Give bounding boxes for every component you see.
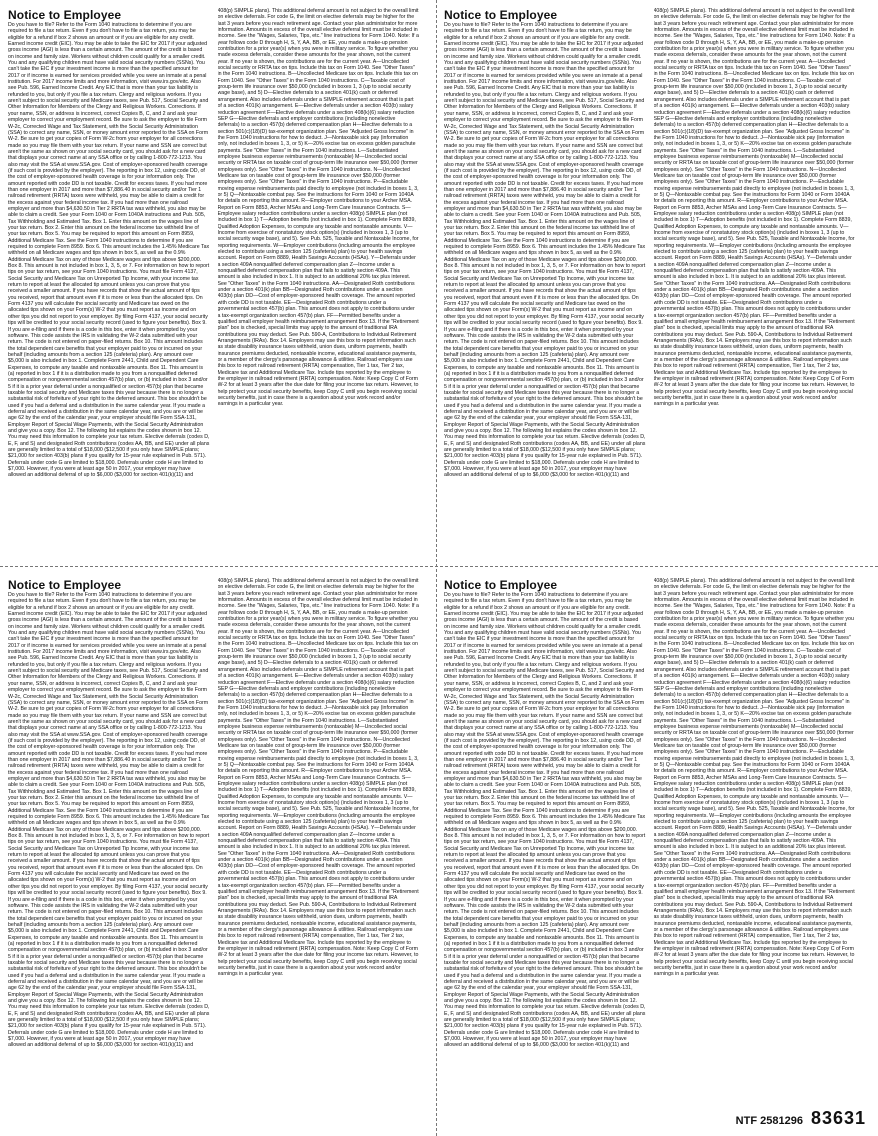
notice-body-left: Do you have to file? Refer to the Form 1040 instructions to determine if you are required to file a tax return. Even if you don't have to file a tax return, you may be eligible for a refund if box 2 shows an amount or if you are eligible for any credit. Earned income credit (EIC). You may be able to take the EIC for 2017 if your adjusted gross income (AGI) is less than a certain amount. The amount of the credit is based on income and family size. Workers without children could qualify for a smaller credit. You and any qualifying children must have valid social security numbers (SSNs). You can't take the EIC if your investment income is more than the specified amount for 2017 or if income is earned for services provided while you were an inmate at a penal institution. For 2017 income limits and more information, visit www.irs.gov/eitc. Also see Pub. 596, Earned Income Credit. Any EIC that is more than your tax liability is refunded to you, but only if you file a tax return. Clergy and religious workers. If you aren't subject to social security and Medicare taxes, see Pub. 517, Social Security and Other Information for Members of the Clergy and Religious Workers. Corrections. If your name, SSN, or address is incorrect, correct Copies B, C, and 2 and ask your employer to correct your employment record. Be sure to ask the employer to file Form W-2c, Corrected Wage and Tax Statement, with the Social Security Administration (SSA) to correct any name, SSN, or money amount error reported to the SSA on Form W-2. Be sure to get your copies of Form W-2c from your employer for all corrections made so you may file them with your tax return. If your name and SSN are correct but aren't the same as shown on your social security card, you should ask for a new card that displays your correct name at any SSA office or by calling 1-800-772-1213. You also may visit the SSA at www.SSA.gov. Cost of employer-sponsored health coverage (if such cost is provided by the employer). The reporting in box 12, using code DD, of the cost of employer-sponsored health coverage is for your information only. The amount reported with code DD is not taxable. Credit for excess taxes. If you had more than one employer in 2017 and more than $7,886.40 in social security and/or Tier 1 railroad retirement (RRTA) taxes were withheld, you may be able to claim a credit for the excess against your federal income tax. If you had more than one railroad employer and more than $4,630.50 in Tier 2 RRTA tax was withheld, you also may be able to claim a credit. See your Form 1040 or Form 1040A instructions and Pub. 505, Tax Withholding and Estimated Tax. Box 1. Enter this amount on the wages line of your tax return. Box 2. Enter this amount on the federal income tax withheld line of your tax return. Box 5. You may be required to report this amount on Form 8959, Additional Medicare Tax. See the Form 1040 instructions to determine if you are required to complete Form 8959. Box 6. This amount includes the 1.45% Medicare Tax withheld on all Medicare wages and tips shown in box 5, as well as the 0.9% Additional Medicare Tax on any of those Medicare wages and tips above $200,000. Box 8. This amount is not included in box 1, 3, 5, or 7. For information on how to report tips on your tax return, see your Form 1040 instructions. You must file Form 4137, Social Security and Medicare Tax on Unreported Tip Income, with your income tax return to report at least the allocated tip amount unless you can prove that you received a smaller amount. If you have records that show the actual amount of tips you received, report that amount even if it is more or less than the allocated tips. On Form 4137 you will calculate the social security and Medicare tax owed on the allocated tips shown on your Form(s) W-2 that you must report as income and on other tips you did not report to your employer. By filing Form 4137, your social security tips will be credited to your social security record (used to figure your benefits). Box 9. If you are e-filing and if there is a code in this box, enter it when prompted by your software. This code assists the IRS in validating the W-2 data submitted with your return. The code is not entered on paper-filed returns. Box 10. This amount includes the total dependent care benefits that your employer paid to you or incurred on your behalf (including amounts from a section 125 (cafeteria) plan). Any amount over $5,000 is also included in box 1. Complete Form 2441, Child and Dependent Care Expenses, to compute any taxable and nontaxable amounts. Box 11. This amount is (a) reported in box 1 if it is a distribution made to you from a nonqualified deferred compensation or nongovernmental section 457(b) plan, or (b) included in box 3 and/or 5 if it is a prior year deferral under a nonqualified or section 457(b) plan that became taxable for social security and Medicare taxes this year because there is no longer a substantial risk of forfeiture of your right to the deferred amount. This box shouldn't be used if you had a deferral and a distribution in the same calendar year. If you made a deferral and received a distribution in the same calendar year, and you are or will be age 62 by the end of the calendar year, your employer should file Form SSA-131, Employer Report of Special Wage Payments, with the Social Security Administration and give you a copy. Box 12. The following list explains the codes shown in box 12. You may need this information to complete your tax return. Elective deferrals (codes D, E, F, and S) and designated Roth contributions (codes AA, BB, and EE) under all plans are generally limited to a total of $18,000 ($12,500 if you only have SIMPLE plans; $21,000 for section 403(b) plans if you qualify for 15-year rule explained in Pub. 571). Deferrals under code G are limited to $18,000. Deferrals under code H are limited to $7,000. However, if you were at least age 50 in 2017, your employer may have allowed an additional deferral of up to $6,000 ($3,000 for section 401(k)(11) and [8, 22, 210, 479]
notice-body-left: Do you have to file? Refer to the Form 1040 instructions to determine if you are required to file a tax return. Even if you don't have to file a tax return, you may be eligible for a refund if box 2 shows an amount or if you are eligible for any credit. Earned income credit (EIC). You may be able to take the EIC for 2017 if your adjusted gross income (AGI) is less than a certain amount. The amount of the credit is based on income and family size. Workers without children could qualify for a smaller credit. You and any qualifying children must have valid social security numbers (SSNs). You can't take the EIC if your investment income is more than the specified amount for 2017 or if income is earned for services provided while you were an inmate at a penal institution. For 2017 income limits and more information, visit www.irs.gov/eitc. Also see Pub. 596, Earned Income Credit. Any EIC that is more than your tax liability is refunded to you, but only if you file a tax return. Clergy and religious workers. If you aren't subject to social security and Medicare taxes, see Pub. 517, Social Security and Other Information for Members of the Clergy and Religious Workers. Corrections. If your name, SSN, or address is incorrect, correct Copies B, C, and 2 and ask your employer to correct your employment record. Be sure to ask the employer to file Form W-2c, Corrected Wage and Tax Statement, with the Social Security Administration (SSA) to correct any name, SSN, or money amount error reported to the SSA on Form W-2. Be sure to get your copies of Form W-2c from your employer for all corrections made so you may file them with your tax return. If your name and SSN are correct but aren't the same as shown on your social security card, you should ask for a new card that displays your correct name at any SSA office or by calling 1-800-772-1213. You also may visit the SSA at www.SSA.gov. Cost of employer-sponsored health coverage (if such cost is provided by the employer). The reporting in box 12, using code DD, of the cost of employer-sponsored health coverage is for your information only. The amount reported with code DD is not taxable. Credit for excess taxes. If you had more than one employer in 2017 and more than $7,886.40 in social security and/or Tier 1 railroad retirement (RRTA) taxes were withheld, you may be able to claim a credit for the excess against your federal income tax. If you had more than one railroad employer and more than $4,630.50 in Tier 2 RRTA tax was withheld, you also may be able to claim a credit. See your Form 1040 or Form 1040A instructions and Pub. 505, Tax Withholding and Estimated Tax. Box 1. Enter this amount on the wages line of your tax return. Box 2. Enter this amount on the federal income tax withheld line of your tax return. Box 5. You may be required to report this amount on Form 8959, Additional Medicare Tax. See the Form 1040 instructions to determine if you are required to complete Form 8959. Box 6. This amount includes the 1.45% Medicare Tax withheld on all Medicare wages and tips shown in box 5, as well as the 0.9% Additional Medicare Tax on any of those Medicare wages and tips above $200,000. Box 8. This amount is not included in box 1, 3, 5, or 7. For information on how to report tips on your tax return, see your Form 1040 instructions. You must file Form 4137, Social Security and Medicare Tax on Unreported Tip Income, with your income tax return to report at least the allocated tip amount unless you can prove that you received a smaller amount. If you have records that show the actual amount of tips you received, report that amount even if it is more or less than the allocated tips. On Form 4137 you will calculate the social security and Medicare tax owed on the allocated tips shown on your Form(s) W-2 that you must report as income and on other tips you did not report to your employer. By filing Form 4137, your social security tips will be credited to your social security record (used to figure your benefits). Box 9. If you are e-filing and if there is a code in this box, enter it when prompted by your software. This code assists the IRS in validating the W-2 data submitted with your return. The code is not entered on paper-filed returns. Box 10. This amount includes the total dependent care benefits that your employer paid to you or incurred on your behalf (including amounts from a section 125 (cafeteria) plan). Any amount over $5,000 is also included in box 1. Complete Form 2441, Child and Dependent Care Expenses, to compute any taxable and nontaxable amounts. Box 11. This amount is (a) reported in box 1 if it is a distribution made to you from a nonqualified deferred compensation or nongovernmental section 457(b) plan, or (b) included in box 3 and/or 5 if it is a prior year deferral under a nonqualified or section 457(b) plan that became taxable for social security and Medicare taxes this year because there is no longer a substantial risk of forfeiture of your right to the deferred amount. This box shouldn't be used if you had a deferral and a distribution in the same calendar year. If you made a deferral and received a distribution in the same calendar year, and you are or will be age 62 by the end of the calendar year, your employer should file Form SSA-131, Employer Report of Special Wage Payments, with the Social Security Administration and give you a copy. Box 12. The following list explains the codes shown in box 12. You may need this information to complete your tax return. Elective deferrals (codes D, E, F, and S) and designated Roth contributions (codes AA, BB, and EE) under all plans are generally limited to a total of $18,000 ($12,500 if you only have SIMPLE plans; $21,000 for section 403(b) plans if you qualify for 15-year rule explained in Pub. 571). Deferrals under code G are limited to $18,000. Deferrals under code H are limited to $7,000. However, if you were at least age 50 in 2017, your employer may have allowed an additional deferral of up to $6,000 ($3,000 for section 401(k)(11) and [444, 592, 646, 1049]
notice-column-left [8, 578, 210, 1115]
notice-body-right: 408(p) SIMPLE plans). This additional deferral amount is not subject to the overall limit on elective deferrals. For code G, the limit on elective deferrals may be higher for the last 3 years before you reach retirement age. Contact your plan administrator for more information. Amounts in excess of the overall elective deferral limit must be included in income. See the "Wages, Salaries, Tips, etc." line instructions for Form 1040. Note: If a year follows code D through H, S, Y, AA, BB, or EE, you made a make-up pension contribution for a prior year(s) when you were in military service. To figure whether you made excess deferrals, consider these amounts for the year shown, not the current year. If no year is shown, the contributions are for the current year. A—Uncollected social security or RRTA tax on tips. Include this tax on Form 1040. See "Other Taxes" in the Form 1040 instructions. B—Uncollected Medicare tax on tips. Include this tax on Form 1040. See "Other Taxes" in the Form 1040 instructions. C—Taxable cost of group-term life insurance over $50,000 (included in boxes 1, 3 (up to social security wage base), and 5) D—Elective deferrals to a section 401(k) cash or deferred arrangement. Also includes deferrals under a SIMPLE retirement account that is part of a section 401(k) arrangement. E—Elective deferrals under a section 403(b) salary reduction agreement F—Elective deferrals under a section 408(k)(6) salary reduction SEP G—Elective deferrals and employer contributions (including nonelective deferrals) to a section 457(b) deferred compensation plan H—Elective deferrals to a section 501(c)(18)(D) tax-exempt organization plan. See "Adjusted Gross Income" in the Form 1040 instructions for how to deduct. J—Nontaxable sick pay (information only, not included in boxes 1, 3, or 5) K—20% excise tax on excess golden parachute payments. See "Other Taxes" in the Form 1040 instructions. L—Substantiated employee business expense reimbursements (nontaxable) M—Uncollected social security or RRTA tax on taxable cost of group-term life insurance over $50,000 (former employees only). See "Other Taxes" in the Form 1040 instructions. N—Uncollected Medicare tax on taxable cost of group-term life insurance over $50,000 (former employees only). See "Other Taxes" in the Form 1040 instructions. P—Excludable moving expense reimbursements paid directly to employee (not included in boxes 1, 3, or 5) Q—Nontaxable combat pay. See the instructions for Form 1040 or Form 1040A for details on reporting this amount. R—Employer contributions to your Archer MSA. Report on Form 8853, Archer MSAs and Long-Term Care Insurance Contracts. S—Employee salary reduction contributions under a section 408(p) SIMPLE plan (not included in box 1) T—Adoption benefits (not included in box 1). Complete Form 8839, Qualified Adoption Expenses, to compute any taxable and nontaxable amounts. V—Income from exercise of nonstatutory stock option(s) (included in boxes 1, 3 (up to social security wage base), and 5). See Pub. 525, Taxable and Nontaxable Income, for reporting requirements. W—Employer contributions (including amounts the employee elected to contribute using a section 125 (cafeteria) plan) to your health savings account. Report on Form 8889, Health Savings Accounts (HSAs). Y—Deferrals under a section 409A nonqualified deferred compensation plan Z—Income under a nonqualified deferred compensation plan that fails to satisfy section 409A. This amount is also included in box 1. It is subject to an additional 20% tax plus interest. See "Other Taxes" in the Form 1040 instructions. AA—Designated Roth contributions under a section 401(k) plan BB—Designated Roth contributions under a section 403(b) plan DD—Cost of employer-sponsored health coverage. The amount reported with code DD is not taxable. EE—Designated Roth contributions under a governmental section 457(b) plan. This amount does not apply to contributions under a tax-exempt organization section 457(b) plan. FF—Permitted benefits under a qualified small employer health reimbursement arrangement Box 13. If the "Retirement plan" box is checked, special limits may apply to the amount of traditional IRA contributions you may deduct. See Pub. 590-A, Contributions to Individual Retirement Arrangements (IRAs). Box 14. Employers may use this box to report information such as state disability insurance taxes withheld, union dues, uniform payments, health insurance premiums deducted, nontaxable income, educational assistance payments, or a member of the clergy's parsonage allowance & utilities. Railroad employers use this box to report railroad retirement (RRTA) compensation, Tier 1 tax, Tier 2 tax, Medicare tax and Additional Medicare Tax. Include tips reported by the employee to the employer in railroad retirement (RRTA) compensation. Note: Keep Copy C of Form W-2 for at least 3 years after the due date for filing your income tax return. However, to help protect your social security benefits, keep Copy C until you begin receiving social security benefits, just in case there is a question about your work record and/or earnings in a particular year. [217, 578, 419, 978]
notice-column-left [444, 578, 646, 1115]
notice-title: Notice to Employee [444, 578, 558, 592]
notice-body-left: Do you have to file? Refer to the Form 1040 instructions to determine if you are required to file a tax return. Even if you don't have to file a tax return, you may be eligible for a refund if box 2 shows an amount or if you are eligible for any credit. Earned income credit (EIC). You may be able to take the EIC for 2017 if your adjusted gross income (AGI) is less than a certain amount. The amount of the credit is based on income and family size. Workers without children could qualify for a smaller credit. You and any qualifying children must have valid social security numbers (SSNs). You can't take the EIC if your investment income is more than the specified amount for 2017 or if income is earned for services provided while you were an inmate at a penal institution. For 2017 income limits and more information, visit www.irs.gov/eitc. Also see Pub. 596, Earned Income Credit. Any EIC that is more than your tax liability is refunded to you, but only if you file a tax return. Clergy and religious workers. If you aren't subject to social security and Medicare taxes, see Pub. 517, Social Security and Other Information for Members of the Clergy and Religious Workers. Corrections. If your name, SSN, or address is incorrect, correct Copies B, C, and 2 and ask your employer to correct your employment record. Be sure to ask the employer to file Form W-2c, Corrected Wage and Tax Statement, with the Social Security Administration (SSA) to correct any name, SSN, or money amount error reported to the SSA on Form W-2. Be sure to get your copies of Form W-2c from your employer for all corrections made so you may file them with your tax return. If your name and SSN are correct but aren't the same as shown on your social security card, you should ask for a new card that displays your correct name at any SSA office or by calling 1-800-772-1213. You also may visit the SSA at www.SSA.gov. Cost of employer-sponsored health coverage (if such cost is provided by the employer). The reporting in box 12, using code DD, of the cost of employer-sponsored health coverage is for your information only. The amount reported with code DD is not taxable. Credit for excess taxes. If you had more than one employer in 2017 and more than $7,886.40 in social security and/or Tier 1 railroad retirement (RRTA) taxes were withheld, you may be able to claim a credit for the excess against your federal income tax. If you had more than one railroad employer and more than $4,630.50 in Tier 2 RRTA tax was withheld, you also may be able to claim a credit. See your Form 1040 or Form 1040A instructions and Pub. 505, Tax Withholding and Estimated Tax. Box 1. Enter this amount on the wages line of your tax return. Box 2. Enter this amount on the federal income tax withheld line of your tax return. Box 5. You may be required to report this amount on Form 8959, Additional Medicare Tax. See the Form 1040 instructions to determine if you are required to complete Form 8959. Box 6. This amount includes the 1.45% Medicare Tax withheld on all Medicare wages and tips shown in box 5, as well as the 0.9% Additional Medicare Tax on any of those Medicare wages and tips above $200,000. Box 8. This amount is not included in box 1, 3, 5, or 7. For information on how to report tips on your tax return, see your Form 1040 instructions. You must file Form 4137, Social Security and Medicare Tax on Unreported Tip Income, with your income tax return to report at least the allocated tip amount unless you can prove that you received a smaller amount. If you have records that show the actual amount of tips you received, report that amount even if it is more or less than the allocated tips. On Form 4137 you will calculate the social security and Medicare tax owed on the allocated tips shown on your Form(s) W-2 that you must report as income and on other tips you did not report to your employer. By filing Form 4137, your social security tips will be credited to your social security record (used to figure your benefits). Box 9. If you are e-filing and if there is a code in this box, enter it when prompted by your software. This code assists the IRS in validating the W-2 data submitted with your return. The code is not entered on paper-filed returns. Box 10. This amount includes the total dependent care benefits that your employer paid to you or incurred on your behalf (including amounts from a section 125 (cafeteria) plan). Any amount over $5,000 is also included in box 1. Complete Form 2441, Child and Dependent Care Expenses, to compute any taxable and nontaxable amounts. Box 11. This amount is (a) reported in box 1 if it is a distribution made to you from a nonqualified deferred compensation or nongovernmental section 457(b) plan, or (b) included in box 3 and/or 5 if it is a prior year deferral under a nonqualified or section 457(b) plan that became taxable for social security and Medicare taxes this year because there is no longer a substantial risk of forfeiture of your right to the deferred amount. This box shouldn't be used if you had a deferral and a distribution in the same calendar year. If you made a deferral and received a distribution in the same calendar year, and you are or will be age 62 by the end of the calendar year, your employer should file Form SSA-131, Employer Report of Special Wage Payments, with the Social Security Administration and give you a copy. Box 12. The following list explains the codes shown in box 12. You may need this information to complete your tax return. Elective deferrals (codes D, E, F, and S) and designated Roth contributions (codes AA, BB, and EE) under all plans are generally limited to a total of $18,000 ($12,500 if you only have SIMPLE plans; $21,000 for section 403(b) plans if you qualify for 15-year rule explained in Pub. 571). Deferrals under code G are limited to $18,000. Deferrals under code H are limited to $7,000. However, if you were at least age 50 in 2017, your employer may have allowed an additional deferral of up to $6,000 ($3,000 for section 401(k)(11) and [8, 592, 210, 1049]
notice-column-left [8, 8, 210, 545]
notice-body-right: 408(p) SIMPLE plans). This additional deferral amount is not subject to the overall limit on elective deferrals. For code G, the limit on elective deferrals may be higher for the last 3 years before you reach retirement age. Contact your plan administrator for more information. Amounts in excess of the overall elective deferral limit must be included in income. See the "Wages, Salaries, Tips, etc." line instructions for Form 1040. Note: If a year follows code D through H, S, Y, AA, BB, or EE, you made a make-up pension contribution for a prior year(s) when you were in military service. To figure whether you made excess deferrals, consider these amounts for the year shown, not the current year. If no year is shown, the contributions are for the current year. A—Uncollected social security or RRTA tax on tips. Include this tax on Form 1040. See "Other Taxes" in the Form 1040 instructions. B—Uncollected Medicare tax on tips. Include this tax on Form 1040. See "Other Taxes" in the Form 1040 instructions. C—Taxable cost of group-term life insurance over $50,000 (included in boxes 1, 3 (up to social security wage base), and 5) D—Elective deferrals to a section 401(k) cash or deferred arrangement. Also includes deferrals under a SIMPLE retirement account that is part of a section 401(k) arrangement. E—Elective deferrals under a section 403(b) salary reduction agreement F—Elective deferrals under a section 408(k)(6) salary reduction SEP G—Elective deferrals and employer contributions (including nonelective deferrals) to a section 457(b) deferred compensation plan H—Elective deferrals to a section 501(c)(18)(D) tax-exempt organization plan. See "Adjusted Gross Income" in the Form 1040 instructions for how to deduct. J—Nontaxable sick pay (information only, not included in boxes 1, 3, or 5) K—20% excise tax on excess golden parachute payments. See "Other Taxes" in the Form 1040 instructions. L—Substantiated employee business expense reimbursements (nontaxable) M—Uncollected social security or RRTA tax on taxable cost of group-term life insurance over $50,000 (former employees only). See "Other Taxes" in the Form 1040 instructions. N—Uncollected Medicare tax on taxable cost of group-term life insurance over $50,000 (former employees only). See "Other Taxes" in the Form 1040 instructions. P—Excludable moving expense reimbursements paid directly to employee (not included in boxes 1, 3, or 5) Q—Nontaxable combat pay. See the instructions for Form 1040 or Form 1040A for details on reporting this amount. R—Employer contributions to your Archer MSA. Report on Form 8853, Archer MSAs and Long-Term Care Insurance Contracts. S—Employee salary reduction contributions under a section 408(p) SIMPLE plan (not included in box 1) T—Adoption benefits (not included in box 1). Complete Form 8839, Qualified Adoption Expenses, to compute any taxable and nontaxable amounts. V—Income from exercise of nonstatutory stock option(s) (included in boxes 1, 3 (up to social security wage base), and 5). See Pub. 525, Taxable and Nontaxable Income, for reporting requirements. W—Employer contributions (including amounts the employee elected to contribute using a section 125 (cafeteria) plan) to your health savings account. Report on Form 8889, Health Savings Accounts (HSAs). Y—Deferrals under a section 409A nonqualified deferred compensation plan Z—Income under a nonqualified deferred compensation plan that fails to satisfy section 409A. This amount is also included in box 1. It is subject to an additional 20% tax plus interest. See "Other Taxes" in the Form 1040 instructions. AA—Designated Roth contributions under a section 401(k) plan BB—Designated Roth contributions under a section 403(b) plan DD—Cost of employer-sponsored health coverage. The amount reported with code DD is not taxable. EE—Designated Roth contributions under a governmental section 457(b) plan. This amount does not apply to contributions under a tax-exempt organization section 457(b) plan. FF—Permitted benefits under a qualified small employer health reimbursement arrangement Box 13. If the "Retirement plan" box is checked, special limits may apply to the amount of traditional IRA contributions you may deduct. See Pub. 590-A, Contributions to Individual Retirement Arrangements (IRAs). Box 14. Employers may use this box to report information such as state disability insurance taxes withheld, union dues, uniform payments, health insurance premiums deducted, nontaxable income, educational assistance payments, or a member of the clergy's parsonage allowance & utilities. Railroad employers use this box to report railroad retirement (RRTA) compensation, Tier 1 tax, Tier 2 tax, Medicare tax and Additional Medicare Tax. Include tips reported by the employee to the employer in railroad retirement (RRTA) compensation. Note: Keep Copy C of Form W-2 for at least 3 years after the due date for filing your income tax return. However, to help protect your social security benefits, keep Copy C until you begin receiving social security benefits, just in case there is a question about your work record and/or earnings in a particular year. [653, 578, 855, 978]
notice-column-right [218, 578, 420, 1115]
notice-column-left [444, 8, 646, 545]
form-footer [736, 1108, 866, 1129]
notice-body-left: Do you have to file? Refer to the Form 1040 instructions to determine if you are required to file a tax return. Even if you don't have to file a tax return, you may be eligible for a refund if box 2 shows an amount or if you are eligible for any credit. Earned income credit (EIC). You may be able to take the EIC for 2017 if your adjusted gross income (AGI) is less than a certain amount. The amount of the credit is based on income and family size. Workers without children could qualify for a smaller credit. You and any qualifying children must have valid social security numbers (SSNs). You can't take the EIC if your investment income is more than the specified amount for 2017 or if income is earned for services provided while you were an inmate at a penal institution. For 2017 income limits and more information, visit www.irs.gov/eitc. Also see Pub. 596, Earned Income Credit. Any EIC that is more than your tax liability is refunded to you, but only if you file a tax return. Clergy and religious workers. If you aren't subject to social security and Medicare taxes, see Pub. 517, Social Security and Other Information for Members of the Clergy and Religious Workers. Corrections. If your name, SSN, or address is incorrect, correct Copies B, C, and 2 and ask your employer to correct your employment record. Be sure to ask the employer to file Form W-2c, Corrected Wage and Tax Statement, with the Social Security Administration (SSA) to correct any name, SSN, or money amount error reported to the SSA on Form W-2. Be sure to get your copies of Form W-2c from your employer for all corrections made so you may file them with your tax return. If your name and SSN are correct but aren't the same as shown on your social security card, you should ask for a new card that displays your correct name at any SSA office or by calling 1-800-772-1213. You also may visit the SSA at www.SSA.gov. Cost of employer-sponsored health coverage (if such cost is provided by the employer). The reporting in box 12, using code DD, of the cost of employer-sponsored health coverage is for your information only. The amount reported with code DD is not taxable. Credit for excess taxes. If you had more than one employer in 2017 and more than $7,886.40 in social security and/or Tier 1 railroad retirement (RRTA) taxes were withheld, you may be able to claim a credit for the excess against your federal income tax. If you had more than one railroad employer and more than $4,630.50 in Tier 2 RRTA tax was withheld, you also may be able to claim a credit. See your Form 1040 or Form 1040A instructions and Pub. 505, Tax Withholding and Estimated Tax. Box 1. Enter this amount on the wages line of your tax return. Box 2. Enter this amount on the federal income tax withheld line of your tax return. Box 5. You may be required to report this amount on Form 8959, Additional Medicare Tax. See the Form 1040 instructions to determine if you are required to complete Form 8959. Box 6. This amount includes the 1.45% Medicare Tax withheld on all Medicare wages and tips shown in box 5, as well as the 0.9% Additional Medicare Tax on any of those Medicare wages and tips above $200,000. Box 8. This amount is not included in box 1, 3, 5, or 7. For information on how to report tips on your tax return, see your Form 1040 instructions. You must file Form 4137, Social Security and Medicare Tax on Unreported Tip Income, with your income tax return to report at least the allocated tip amount unless you can prove that you received a smaller amount. If you have records that show the actual amount of tips you received, report that amount even if it is more or less than the allocated tips. On Form 4137 you will calculate the social security and Medicare tax owed on the allocated tips shown on your Form(s) W-2 that you must report as income and on other tips you did not report to your employer. By filing Form 4137, your social security tips will be credited to your social security record (used to figure your benefits). Box 9. If you are e-filing and if there is a code in this box, enter it when prompted by your software. This code assists the IRS in validating the W-2 data submitted with your return. The code is not entered on paper-filed returns. Box 10. This amount includes the total dependent care benefits that your employer paid to you or incurred on your behalf (including amounts from a section 125 (cafeteria) plan). Any amount over $5,000 is also included in box 1. Complete Form 2441, Child and Dependent Care Expenses, to compute any taxable and nontaxable amounts. Box 11. This amount is (a) reported in box 1 if it is a distribution made to you from a nonqualified deferred compensation or nongovernmental section 457(b) plan, or (b) included in box 3 and/or 5 if it is a prior year deferral under a nonqualified or section 457(b) plan that became taxable for social security and Medicare taxes this year because there is no longer a substantial risk of forfeiture of your right to the deferred amount. This box shouldn't be used if you had a deferral and a distribution in the same calendar year. If you made a deferral and received a distribution in the same calendar year, and you are or will be age 62 by the end of the calendar year, your employer should file Form SSA-131, Employer Report of Special Wage Payments, with the Social Security Administration and give you a copy. Box 12. The following list explains the codes shown in box 12. You may need this information to complete your tax return. Elective deferrals (codes D, E, F, and S) and designated Roth contributions (codes AA, BB, and EE) under all plans are generally limited to a total of $18,000 ($12,500 if you only have SIMPLE plans; $21,000 for section 403(b) plans if you qualify for 15-year rule explained in Pub. 571). Deferrals under code G are limited to $18,000. Deferrals under code H are limited to $7,000. However, if you were at least age 50 in 2017, your employer may have allowed an additional deferral of up to $6,000 ($3,000 for section 401(k)(11) and [444, 22, 646, 479]
vertical-cut-line [436, 0, 437, 1136]
notice-title: Notice to Employee [8, 578, 122, 592]
horizontal-cut-line [0, 566, 878, 567]
notice-panel-top-right [442, 4, 857, 545]
notice-panel-bottom-right [442, 574, 857, 1115]
form-code: NTF 2581296 [735, 1115, 803, 1127]
notice-title: Notice to Employee [8, 8, 122, 22]
notice-panel-bottom-left [6, 574, 421, 1115]
notice-column-right [654, 578, 856, 1115]
notice-column-right [218, 8, 420, 545]
notice-title: Notice to Employee [444, 8, 558, 22]
notice-body-right: 408(p) SIMPLE plans). This additional deferral amount is not subject to the overall limit on elective deferrals. For code G, the limit on elective deferrals may be higher for the last 3 years before you reach retirement age. Contact your plan administrator for more information. Amounts in excess of the overall elective deferral limit must be included in income. See the "Wages, Salaries, Tips, etc." line instructions for Form 1040. Note: If a year follows code D through H, S, Y, AA, BB, or EE, you made a make-up pension contribution for a prior year(s) when you were in military service. To figure whether you made excess deferrals, consider these amounts for the year shown, not the current year. If no year is shown, the contributions are for the current year. A—Uncollected social security or RRTA tax on tips. Include this tax on Form 1040. See "Other Taxes" in the Form 1040 instructions. B—Uncollected Medicare tax on tips. Include this tax on Form 1040. See "Other Taxes" in the Form 1040 instructions. C—Taxable cost of group-term life insurance over $50,000 (included in boxes 1, 3 (up to social security wage base), and 5) D—Elective deferrals to a section 401(k) cash or deferred arrangement. Also includes deferrals under a SIMPLE retirement account that is part of a section 401(k) arrangement. E—Elective deferrals under a section 403(b) salary reduction agreement F—Elective deferrals under a section 408(k)(6) salary reduction SEP G—Elective deferrals and employer contributions (including nonelective deferrals) to a section 457(b) deferred compensation plan H—Elective deferrals to a section 501(c)(18)(D) tax-exempt organization plan. See "Adjusted Gross Income" in the Form 1040 instructions for how to deduct. J—Nontaxable sick pay (information only, not included in boxes 1, 3, or 5) K—20% excise tax on excess golden parachute payments. See "Other Taxes" in the Form 1040 instructions. L—Substantiated employee business expense reimbursements (nontaxable) M—Uncollected social security or RRTA tax on taxable cost of group-term life insurance over $50,000 (former employees only). See "Other Taxes" in the Form 1040 instructions. N—Uncollected Medicare tax on taxable cost of group-term life insurance over $50,000 (former employees only). See "Other Taxes" in the Form 1040 instructions. P—Excludable moving expense reimbursements paid directly to employee (not included in boxes 1, 3, or 5) Q—Nontaxable combat pay. See the instructions for Form 1040 or Form 1040A for details on reporting this amount. R—Employer contributions to your Archer MSA. Report on Form 8853, Archer MSAs and Long-Term Care Insurance Contracts. S—Employee salary reduction contributions under a section 408(p) SIMPLE plan (not included in box 1) T—Adoption benefits (not included in box 1). Complete Form 8839, Qualified Adoption Expenses, to compute any taxable and nontaxable amounts. V—Income from exercise of nonstatutory stock option(s) (included in boxes 1, 3 (up to social security wage base), and 5). See Pub. 525, Taxable and Nontaxable Income, for reporting requirements. W—Employer contributions (including amounts the employee elected to contribute using a section 125 (cafeteria) plan) to your health savings account. Report on Form 8889, Health Savings Accounts (HSAs). Y—Deferrals under a section 409A nonqualified deferred compensation plan Z—Income under a nonqualified deferred compensation plan that fails to satisfy section 409A. This amount is also included in box 1. It is subject to an additional 20% tax plus interest. See "Other Taxes" in the Form 1040 instructions. AA—Designated Roth contributions under a section 401(k) plan BB—Designated Roth contributions under a section 403(b) plan DD—Cost of employer-sponsored health coverage. The amount reported with code DD is not taxable. EE—Designated Roth contributions under a governmental section 457(b) plan. This amount does not apply to contributions under a tax-exempt organization section 457(b) plan. FF—Permitted benefits under a qualified small employer health reimbursement arrangement Box 13. If the "Retirement plan" box is checked, special limits may apply to the amount of traditional IRA contributions you may deduct. See Pub. 590-A, Contributions to Individual Retirement Arrangements (IRAs). Box 14. Employers may use this box to report information such as state disability insurance taxes withheld, union dues, uniform payments, health insurance premiums deducted, nontaxable income, educational assistance payments, or a member of the clergy's parsonage allowance & utilities. Railroad employers use this box to report railroad retirement (RRTA) compensation, Tier 1 tax, Tier 2 tax, Medicare tax and Additional Medicare Tax. Include tips reported by the employee to the employer in railroad retirement (RRTA) compensation. Note: Keep Copy C of Form W-2 for at least 3 years after the due date for filing your income tax return. However, to help protect your social security benefits, keep Copy C until you begin receiving social security benefits, just in case there is a question about your work record and/or earnings in a particular year. [653, 8, 855, 408]
notice-body-right: 408(p) SIMPLE plans). This additional deferral amount is not subject to the overall limit on elective deferrals. For code G, the limit on elective deferrals may be higher for the last 3 years before you reach retirement age. Contact your plan administrator for more information. Amounts in excess of the overall elective deferral limit must be included in income. See the "Wages, Salaries, Tips, etc." line instructions for Form 1040. Note: If a year follows code D through H, S, Y, AA, BB, or EE, you made a make-up pension contribution for a prior year(s) when you were in military service. To figure whether you made excess deferrals, consider these amounts for the year shown, not the current year. If no year is shown, the contributions are for the current year. A—Uncollected social security or RRTA tax on tips. Include this tax on Form 1040. See "Other Taxes" in the Form 1040 instructions. B—Uncollected Medicare tax on tips. Include this tax on Form 1040. See "Other Taxes" in the Form 1040 instructions. C—Taxable cost of group-term life insurance over $50,000 (included in boxes 1, 3 (up to social security wage base), and 5) D—Elective deferrals to a section 401(k) cash or deferred arrangement. Also includes deferrals under a SIMPLE retirement account that is part of a section 401(k) arrangement. E—Elective deferrals under a section 403(b) salary reduction agreement F—Elective deferrals under a section 408(k)(6) salary reduction SEP G—Elective deferrals and employer contributions (including nonelective deferrals) to a section 457(b) deferred compensation plan H—Elective deferrals to a section 501(c)(18)(D) tax-exempt organization plan. See "Adjusted Gross Income" in the Form 1040 instructions for how to deduct. J—Nontaxable sick pay (information only, not included in boxes 1, 3, or 5) K—20% excise tax on excess golden parachute payments. See "Other Taxes" in the Form 1040 instructions. L—Substantiated employee business expense reimbursements (nontaxable) M—Uncollected social security or RRTA tax on taxable cost of group-term life insurance over $50,000 (former employees only). See "Other Taxes" in the Form 1040 instructions. N—Uncollected Medicare tax on taxable cost of group-term life insurance over $50,000 (former employees only). See "Other Taxes" in the Form 1040 instructions. P—Excludable moving expense reimbursements paid directly to employee (not included in boxes 1, 3, or 5) Q—Nontaxable combat pay. See the instructions for Form 1040 or Form 1040A for details on reporting this amount. R—Employer contributions to your Archer MSA. Report on Form 8853, Archer MSAs and Long-Term Care Insurance Contracts. S—Employee salary reduction contributions under a section 408(p) SIMPLE plan (not included in box 1) T—Adoption benefits (not included in box 1). Complete Form 8839, Qualified Adoption Expenses, to compute any taxable and nontaxable amounts. V—Income from exercise of nonstatutory stock option(s) (included in boxes 1, 3 (up to social security wage base), and 5). See Pub. 525, Taxable and Nontaxable Income, for reporting requirements. W—Employer contributions (including amounts the employee elected to contribute using a section 125 (cafeteria) plan) to your health savings account. Report on Form 8889, Health Savings Accounts (HSAs). Y—Deferrals under a section 409A nonqualified deferred compensation plan Z—Income under a nonqualified deferred compensation plan that fails to satisfy section 409A. This amount is also included in box 1. It is subject to an additional 20% tax plus interest. See "Other Taxes" in the Form 1040 instructions. AA—Designated Roth contributions under a section 401(k) plan BB—Designated Roth contributions under a section 403(b) plan DD—Cost of employer-sponsored health coverage. The amount reported with code DD is not taxable. EE—Designated Roth contributions under a governmental section 457(b) plan. This amount does not apply to contributions under a tax-exempt organization section 457(b) plan. FF—Permitted benefits under a qualified small employer health reimbursement arrangement Box 13. If the "Retirement plan" box is checked, special limits may apply to the amount of traditional IRA contributions you may deduct. See Pub. 590-A, Contributions to Individual Retirement Arrangements (IRAs). Box 14. Employers may use this box to report information such as state disability insurance taxes withheld, union dues, uniform payments, health insurance premiums deducted, nontaxable income, educational assistance payments, or a member of the clergy's parsonage allowance & utilities. Railroad employers use this box to report railroad retirement (RRTA) compensation, Tier 1 tax, Tier 2 tax, Medicare tax and Additional Medicare Tax. Include tips reported by the employee to the employer in railroad retirement (RRTA) compensation. Note: Keep Copy C of Form W-2 for at least 3 years after the due date for filing your income tax return. However, to help protect your social security benefits, keep Copy C until you begin receiving social security benefits, just in case there is a question about your work record and/or earnings in a particular year. [217, 8, 419, 408]
notice-column-right [654, 8, 856, 545]
notice-panel-top-left [6, 4, 421, 545]
form-number: 83631 [810, 1108, 866, 1128]
